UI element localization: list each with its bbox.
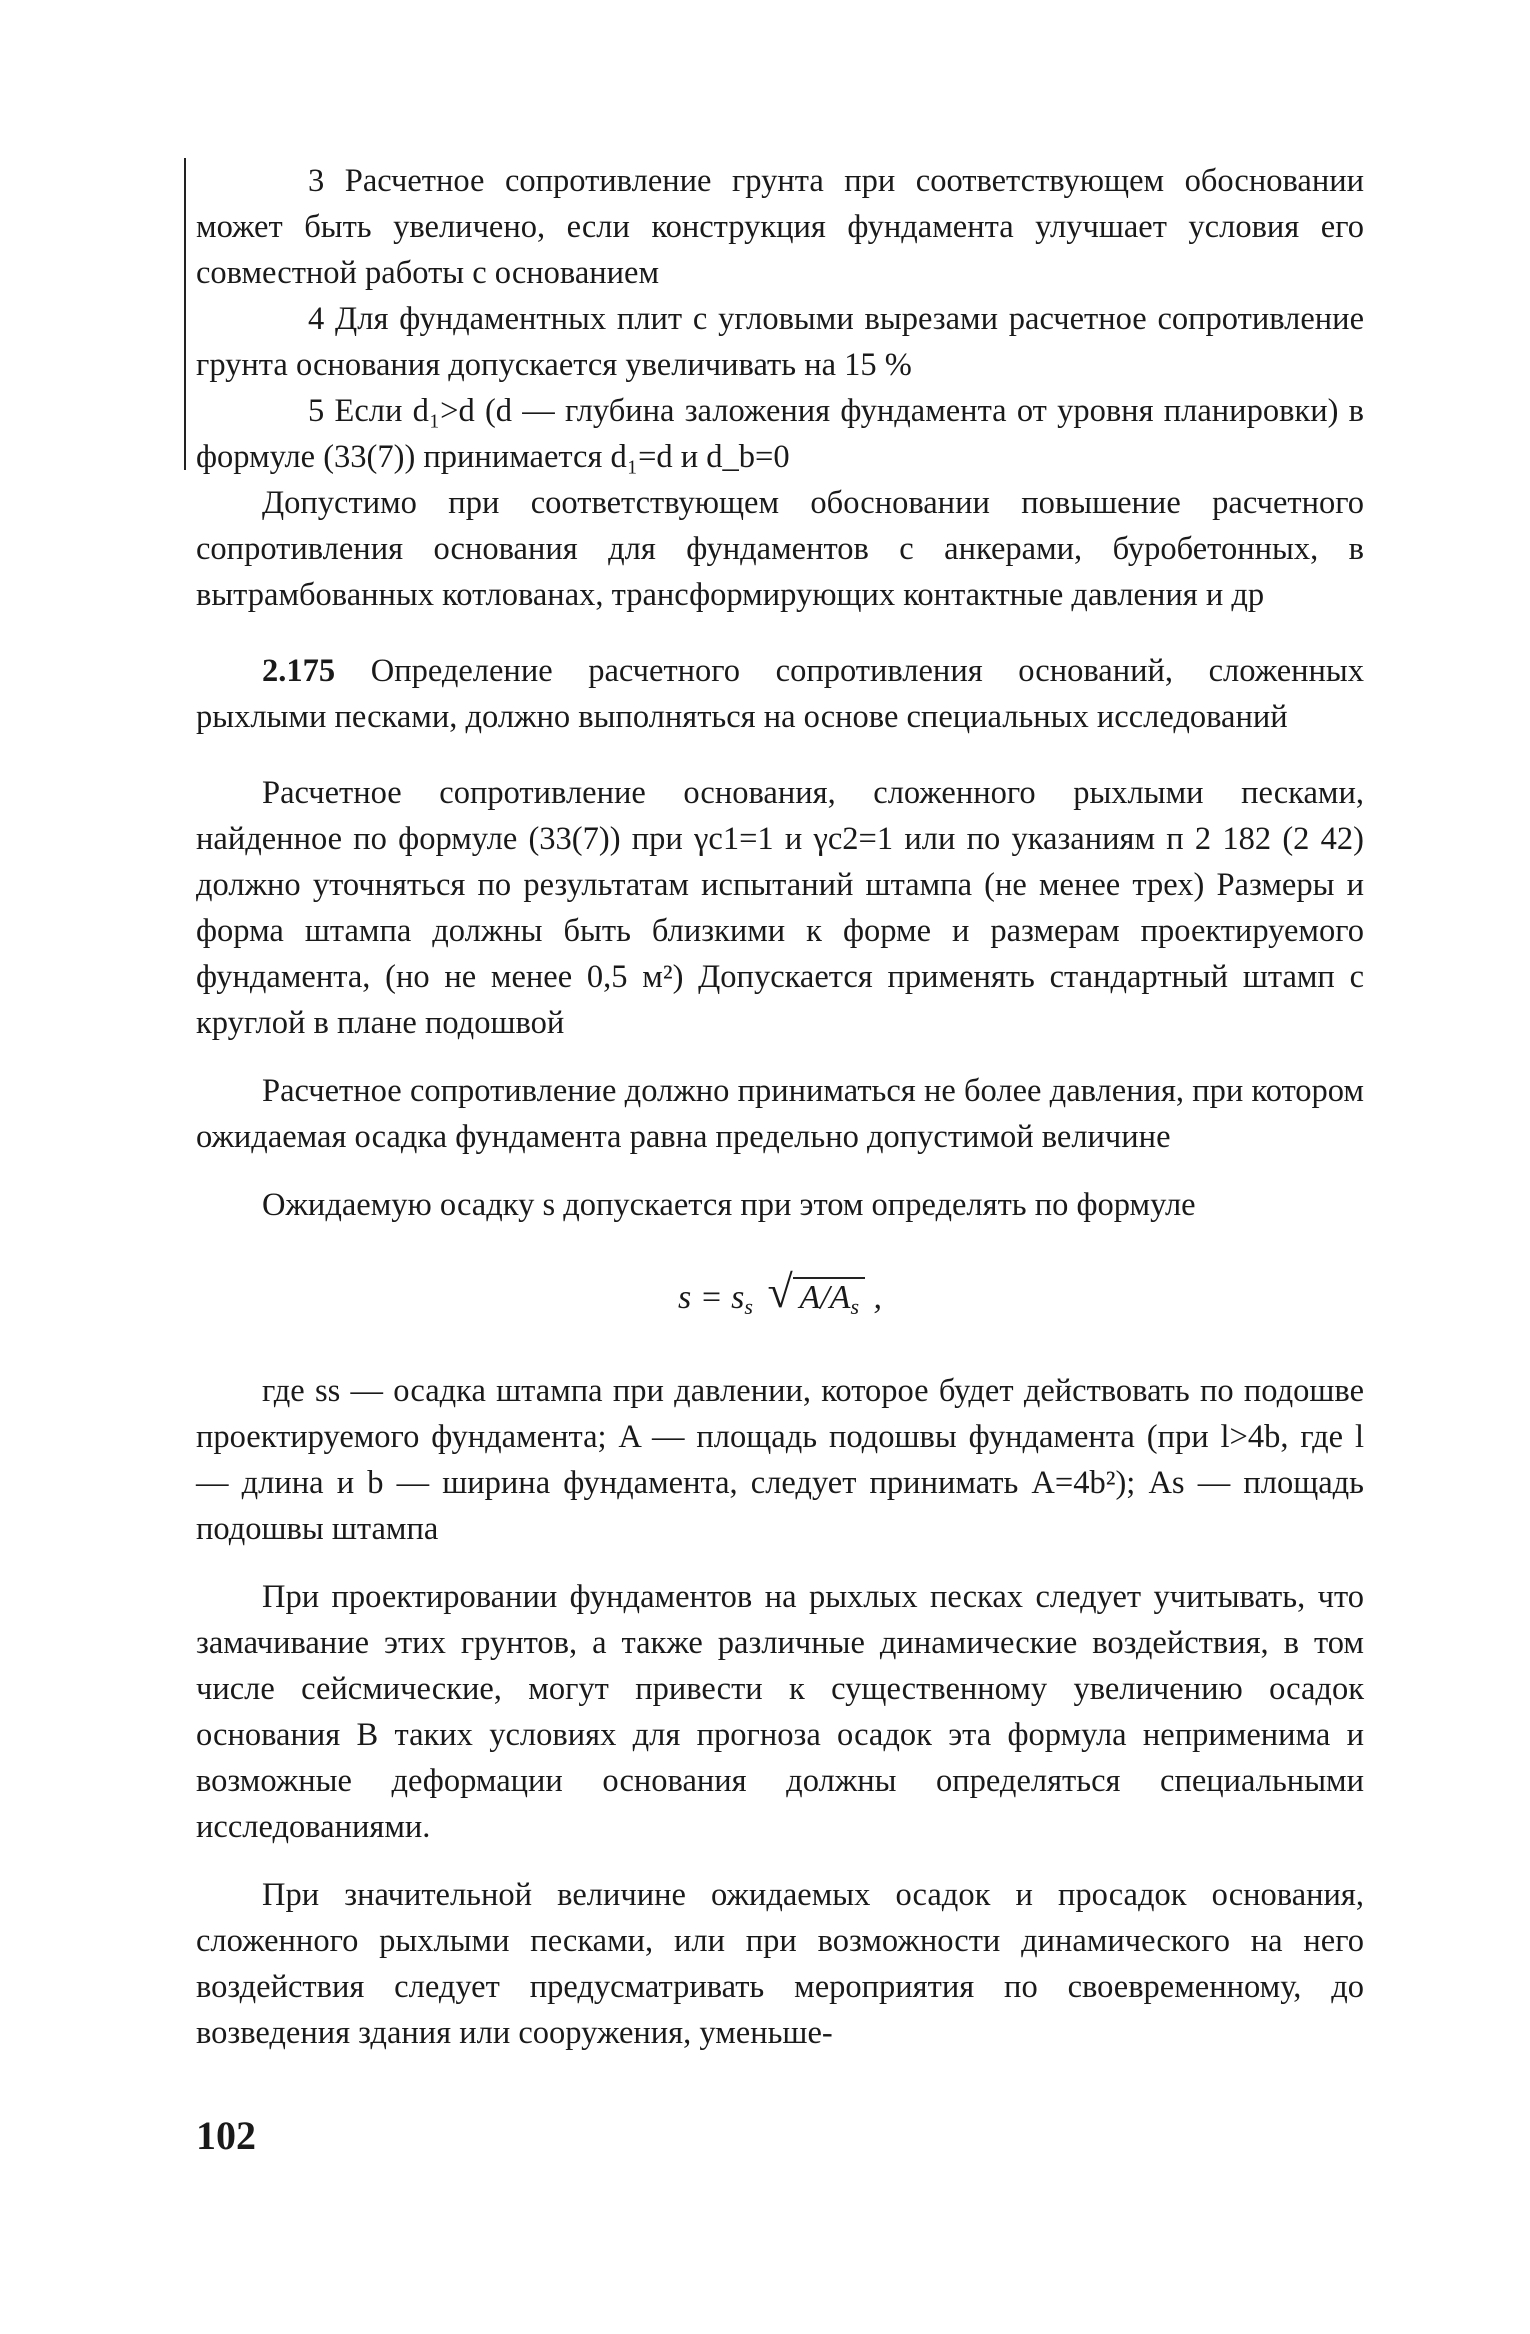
margin-change-bar [184,158,186,470]
section-text: Определение расчетного сопротивления оснований, сложенных рыхлыми песками, должно выполняться на основе специальных исследований [196,653,1365,735]
note-5: 5 Если d₁>d (d — глубина заложения фундамента от уровня планировки) в формуле (33(7)) принимается d₁=d и d_b=0 [196,393,1364,475]
square-root [767,1268,865,1337]
formula-radicand [793,1277,865,1319]
radicand-subscript: s [850,1294,859,1319]
formula-lhs: s = s [677,1279,745,1316]
paragraph-after-notes: Допустимо при соответствующем обосновании повышение расчетного сопротивления основания для фундаментов с анкерами, буробетонных, в вытрамбованных котлованах, трансформирующих контактные давления и др [196,485,1364,613]
paragraph-loose-sands: При проектировании фундаментов на рыхлых песках следует учитывать, что замачивание этих грунтов, а также различные динамические воздействия, в том числе сейсмические, могут привести к существенному увеличению осадок основания В таких условиях для прогноза осадок эта формула неприменима и возможные деформации основания должны определяться специальными исследованиями. [196,1579,1364,1845]
paragraph-design-resistance: Расчетное сопротивление должно приниматься не более давления, при котором ожидаемая осадка фундамента равна предельно допустимой величине [196,1073,1364,1155]
radicand-text: A/A [799,1279,851,1316]
page-number: 102 [196,2113,256,2158]
settlement-formula [196,1268,1364,1338]
formula-tail: , [865,1279,882,1316]
paragraph-plate-tests: Расчетное сопротивление основания, сложенного рыхлыми песками, найденное по формуле (33(7)) при γc1=1 и γc2=1 или по указаниям п 2 182 (2 42) должно уточняться по результатам испытаний штампа (не менее трех) Размеры и форма штампа должны быть близкими к форме и размерам проектируемого фундамента, (но не менее 0,5 м²) Допускается применять стандартный штамп с круглой в плане подошвой [196,775,1364,1041]
paragraph-formula-legend: где ss — осадка штампа при давлении, которое будет действовать по подошве проектируемого фундамента; A — площадь подошвы фундамента (при l>4b, где l — длина и b — ширина фундамента, следует принимать A=4b²); As — площадь подошвы штампа [196,1373,1364,1547]
radical-sign-icon: √ [767,1266,793,1317]
section-number: 2.175 [262,653,336,689]
section-2-175 [196,648,1364,740]
formula-lhs-subscript: s [744,1294,753,1319]
paragraph-settlement-intro: Ожидаемую осадку s допускается при этом определять по формуле [262,1187,1196,1223]
note-3: 3 Расчетное сопротивление грунта при соответствующем обосновании может быть увеличено, если конструкция фундамента улучшает условия его совместной работы с основанием [196,163,1364,291]
note-4: 4 Для фундаментных плит с угловыми вырезами расчетное сопротивление грунта основания допускается увеличивать на 15 % [196,301,1364,383]
paragraph-measures: При значительной величине ожидаемых осадок и просадок основания, сложенного рыхлыми песками, или при возможности динамического на него воздействия следует предусматривать мероприятия по своевременному, до возведения здания или сооружения, уменьше- [196,1877,1364,2051]
page-body [196,158,1364,2056]
notes-block [196,158,1364,480]
